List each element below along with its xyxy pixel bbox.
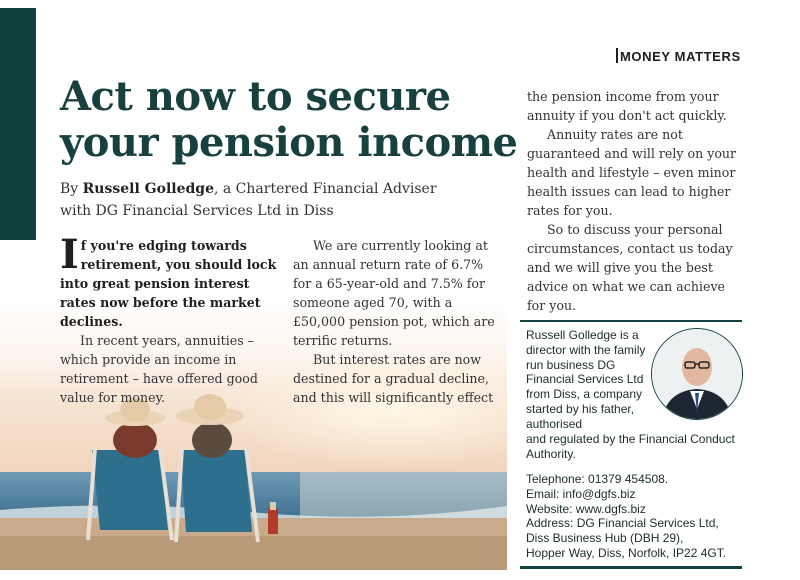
contact-address-line-1: Address: DG Financial Services Ltd, bbox=[526, 516, 719, 531]
accent-bar bbox=[0, 8, 36, 240]
divider-top bbox=[520, 320, 742, 322]
drop-cap: I bbox=[60, 231, 79, 278]
article-column-2 bbox=[293, 236, 505, 407]
article-lead: If you're edging towards retirement, you should lock into great pension interest rates now before the market declines. bbox=[60, 231, 277, 329]
contact-telephone[interactable]: Telephone: 01379 454508. bbox=[526, 472, 669, 486]
contact-address-line-2: Diss Business Hub (DBH 29), bbox=[526, 531, 684, 546]
contact-website[interactable]: Website: www.dgfs.biz bbox=[526, 501, 646, 516]
article-paragraph-1: In recent years, annuities – which provide an income in retirement – have offered good value for money. bbox=[60, 333, 258, 405]
headline-line-1: Act now to secure bbox=[60, 73, 451, 120]
divider-bottom bbox=[520, 566, 742, 569]
headline-line-2: your pension income bbox=[60, 119, 518, 166]
author-name: Russell Golledge bbox=[82, 181, 214, 197]
section-label: MONEY MATTERS bbox=[616, 48, 741, 64]
contact-address-line-3: Hopper Way, Diss, Norfolk, IP22 4GT. bbox=[526, 545, 727, 560]
contact-email[interactable]: Email: info@dgfs.biz bbox=[526, 486, 636, 501]
article-paragraph-3: But interest rates are now destined for a gradual decline, and this will significantly effect bbox=[293, 352, 494, 405]
article-paragraph-2: We are currently looking at an annual return rate of 6.7% for a 65-year-old and 7.5% for someone aged 70, with a £50,000 pension pot, which are terrific returns. bbox=[293, 238, 495, 348]
author-portrait bbox=[651, 328, 743, 420]
article-paragraph-4: Annuity rates are not guaranteed and will rely on your health and lifestyle – even minor health issues can lead to higher rates for you. bbox=[527, 127, 737, 218]
author-bio-continued: and regulated by the Financial Conduct Authority. bbox=[526, 432, 735, 461]
contact-details bbox=[526, 472, 746, 561]
byline: By Russell Golledge, a Chartered Financial Adviser with DG Financial Services Ltd in Diss bbox=[60, 181, 437, 219]
article-paragraph-5: So to discuss your personal circumstances, contact us today and we will give you the best advice on what we can achieve for you. bbox=[527, 222, 733, 313]
headline bbox=[60, 74, 518, 166]
article-column-1 bbox=[60, 231, 280, 407]
article-column-3 bbox=[527, 87, 745, 315]
article-paragraph-3-cont: the pension income from your annuity if you don't act quickly. bbox=[527, 89, 727, 123]
author-bio: Russell Golledge is a director with the family run business DG Financial Services Ltd from Diss, a company started by his father, authorised bbox=[526, 328, 646, 431]
